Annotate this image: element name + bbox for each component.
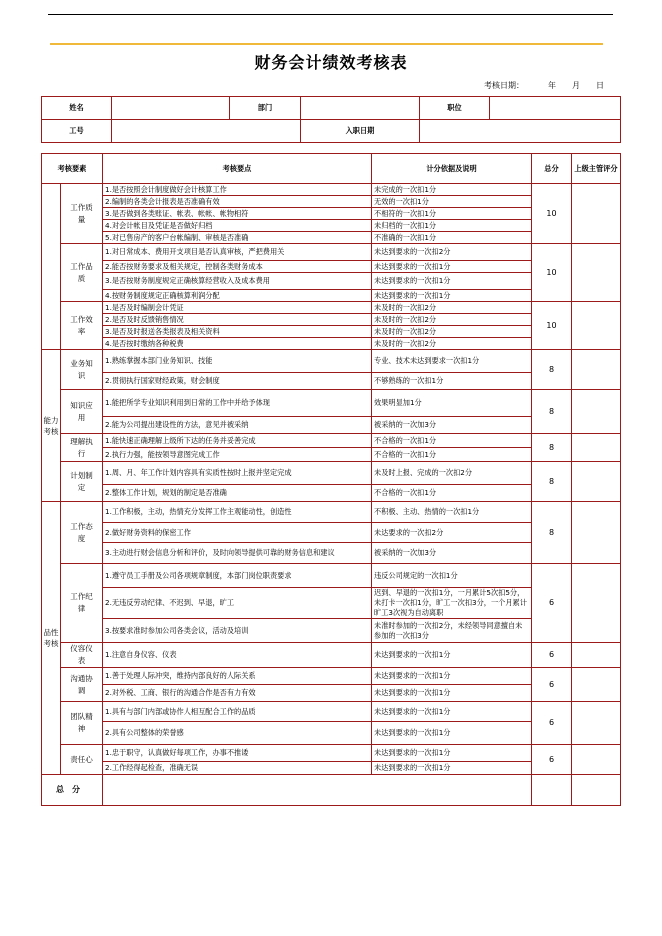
supervisor-score-cell[interactable] <box>572 302 621 350</box>
assessment-point: 1.对日常成本、费用开支项目是否认真审核，严把费用关 <box>103 244 372 261</box>
assessment-point: 2.编制的各类会计报表是否准确有效 <box>103 196 372 208</box>
assessment-point: 2.做好财务资料的保密工作 <box>103 523 372 543</box>
header-factor: 考核要素 <box>42 154 103 184</box>
assessment-point: 3.是否及时报送各类报表及相关资料 <box>103 326 372 338</box>
scoring-rule: 不合格的一次扣1分 <box>372 448 532 462</box>
assessment-point: 3.是否按财务制度规定正确核算经营收入及成本费用 <box>103 273 372 290</box>
supervisor-score-cell[interactable] <box>572 502 621 564</box>
section-label: 品性考核 <box>42 502 61 775</box>
assessment-point: 1.能把所学专业知识利用到日常的工作中并给予体现 <box>103 390 372 417</box>
name-label: 姓名 <box>42 97 112 120</box>
scoring-rule: 未完成的一次扣1分 <box>372 184 532 196</box>
group-score: 6 <box>532 702 572 745</box>
assessment-point: 2.具有公司整体的荣誉感 <box>103 722 372 745</box>
assessment-point: 1.能快速正确理解上级所下达的任务并妥善完成 <box>103 434 372 448</box>
scoring-rule: 未及时的一次扣2分 <box>372 338 532 350</box>
assessment-point: 2.无违反劳动纪律、不迟到、早退，旷工 <box>103 588 372 619</box>
scoring-rule: 专业、技术未达到要求一次扣1分 <box>372 350 532 373</box>
scoring-rule: 未达到要求的一次扣1分 <box>372 273 532 290</box>
scoring-rule: 违反公司规定的一次扣1分 <box>372 564 532 588</box>
assessment-point: 2.能为公司提出建设性的方法，意见并被采纳 <box>103 417 372 434</box>
group-score: 8 <box>532 390 572 434</box>
supervisor-score-cell[interactable] <box>572 244 621 302</box>
scoring-rule: 未及时的一次扣2分 <box>372 326 532 338</box>
group-score: 8 <box>532 434 572 462</box>
table-row <box>42 745 621 762</box>
scoring-rule: 未达到要求的一次扣2分 <box>372 244 532 261</box>
scoring-rule: 无效的一次扣1分 <box>372 196 532 208</box>
group-score: 8 <box>532 502 572 564</box>
supervisor-score-cell[interactable] <box>572 564 621 643</box>
scoring-rule: 被采纳的一次加3分 <box>372 417 532 434</box>
assessment-point: 4.对会计帐目及凭证是否做好归档 <box>103 220 372 232</box>
top-rule <box>48 14 613 15</box>
supervisor-score-cell[interactable] <box>572 462 621 502</box>
factor-label: 工作效率 <box>61 302 103 350</box>
assessment-point: 1.具有与部门内部或协作人相互配合工作的品质 <box>103 702 372 722</box>
scoring-rule: 未达到要求的一次扣1分 <box>372 643 532 668</box>
assessment-point: 3.按要求准时参加公司各类会议，活动及培训 <box>103 619 372 643</box>
section-label: 能力考核 <box>42 350 61 502</box>
join-date-label: 入职日期 <box>301 120 420 143</box>
assessment-point: 3.是否做到各类账证、帐表、帐帐、帐物相符 <box>103 208 372 220</box>
assessment-point: 1.周、月、年工作计划内容具有实质性按时上报并坚定完成 <box>103 462 372 485</box>
factor-label: 工作质量 <box>61 184 103 244</box>
group-score: 10 <box>532 244 572 302</box>
dept-label: 部门 <box>230 97 301 120</box>
scoring-rule: 未达到要求的一次扣1分 <box>372 722 532 745</box>
scoring-rule: 未达到要求的一次扣1分 <box>372 261 532 273</box>
scoring-rule: 迟到、早退的一次扣1分，一月累计5次扣5分，未打卡一次扣1分，旷工一次扣3分，一个月累计旷工3次视为自动离职 <box>372 588 532 619</box>
employee-info-table <box>41 96 621 143</box>
assessment-point: 1.是否及时编制会计凭证 <box>103 302 372 314</box>
group-score: 8 <box>532 462 572 502</box>
total-score-cell[interactable] <box>532 775 572 806</box>
assessment-point: 3.主动进行财会信息分析和评价，及时向领导提供可靠的财务信息和建议 <box>103 543 372 564</box>
factor-label: 工作纪律 <box>61 564 103 643</box>
scoring-rule: 不准确的一次扣1分 <box>372 232 532 244</box>
assessment-point: 1.是否按照会计制度做好会计核算工作 <box>103 184 372 196</box>
assessment-point: 2.能否按财务要求及相关规定，控制各类财务成本 <box>103 261 372 273</box>
scoring-rule: 未及时上报、完成的一次扣2分 <box>372 462 532 485</box>
table-row <box>42 244 621 261</box>
supervisor-score-cell[interactable] <box>572 643 621 668</box>
factor-label: 仪容仪表 <box>61 643 103 668</box>
table-row <box>42 184 621 196</box>
assessment-point: 1.熟练掌握本部门业务知识、技能 <box>103 350 372 373</box>
group-score: 6 <box>532 643 572 668</box>
factor-label: 工作品质 <box>61 244 103 302</box>
group-score: 6 <box>532 745 572 775</box>
assessment-point: 2.是否及时反馈销售情况 <box>103 314 372 326</box>
group-score: 10 <box>532 302 572 350</box>
table-row <box>42 502 621 523</box>
supervisor-score-cell[interactable] <box>572 434 621 462</box>
date-row <box>484 80 604 91</box>
page-title: 财务会计绩效考核表 <box>254 53 408 72</box>
scoring-rule: 未达到要求的一次扣1分 <box>372 290 532 302</box>
total-label: 总分 <box>42 775 103 806</box>
header-supervisor: 上级主管评分 <box>572 154 621 184</box>
scoring-rule: 不相符的一次扣1分 <box>372 208 532 220</box>
group-score: 6 <box>532 668 572 702</box>
factor-label: 计划制定 <box>61 462 103 502</box>
scoring-rule: 不合格的一次扣1分 <box>372 434 532 448</box>
assessment-point: 2.执行力强，能按领导意图完成工作 <box>103 448 372 462</box>
header-scoring: 计分依据及说明 <box>372 154 532 184</box>
supervisor-score-cell[interactable] <box>572 702 621 745</box>
scoring-rule: 不积极、主动、热情的一次扣1分 <box>372 502 532 523</box>
total-value-cell[interactable] <box>103 775 532 806</box>
total-supervisor-cell[interactable] <box>572 775 621 806</box>
scoring-rule: 未达到要求的一次扣1分 <box>372 762 532 775</box>
scoring-rule: 未达到要求的一次扣1分 <box>372 702 532 722</box>
supervisor-score-cell[interactable] <box>572 668 621 702</box>
id-field[interactable] <box>112 120 301 143</box>
factor-label: 团队精神 <box>61 702 103 745</box>
scoring-rule: 被采纳的一次加3分 <box>372 543 532 564</box>
date-day: 日 <box>596 81 604 90</box>
table-row <box>42 564 621 588</box>
date-year: 年 <box>548 81 556 90</box>
position-label: 职位 <box>420 97 490 120</box>
factor-label: 工作态度 <box>61 502 103 564</box>
table-row <box>42 643 621 668</box>
header-accent-rule <box>50 43 603 45</box>
name-field[interactable] <box>112 97 230 120</box>
total-row <box>42 775 621 806</box>
assessment-point: 1.忠于职守，认真做好每项工作，办事不推诿 <box>103 745 372 762</box>
join-date-field[interactable] <box>420 120 621 143</box>
section-label <box>42 184 61 350</box>
date-label: 考核日期： <box>484 81 524 90</box>
factor-label: 业务知识 <box>61 350 103 390</box>
scoring-rule: 效果明显加1分 <box>372 390 532 417</box>
scoring-rule: 未达要求的一次扣2分 <box>372 523 532 543</box>
table-row <box>42 390 621 417</box>
assessment-point: 2.贯彻执行国家财经政策，财会制度 <box>103 373 372 390</box>
supervisor-score-cell[interactable] <box>572 745 621 775</box>
scoring-rule: 不合格的一次扣1分 <box>372 485 532 502</box>
assessment-point: 2.工作经得起检查，准确无误 <box>103 762 372 775</box>
table-row <box>42 668 621 685</box>
scoring-rule: 未准时参加的一次扣2分，未经领导同意擅自未参加的一次扣3分 <box>372 619 532 643</box>
assessment-point: 1.工作积极，主动，热情充分发挥工作主观能动性，创造性 <box>103 502 372 523</box>
assessment-point: 5.对已售房产的客户台帐编制、审核是否准确 <box>103 232 372 244</box>
supervisor-score-cell[interactable] <box>572 350 621 390</box>
header-total: 总分 <box>532 154 572 184</box>
factor-label: 理解执行 <box>61 434 103 462</box>
supervisor-score-cell[interactable] <box>572 390 621 434</box>
factor-label: 责任心 <box>61 745 103 775</box>
supervisor-score-cell[interactable] <box>572 184 621 244</box>
table-row <box>42 434 621 448</box>
table-row <box>42 302 621 314</box>
table-row <box>42 462 621 485</box>
assessment-point: 4.按财务制度规定正确核算利润分配 <box>103 290 372 302</box>
header-points: 考核要点 <box>103 154 372 184</box>
position-field[interactable] <box>490 97 621 120</box>
scoring-rule: 未归档的一次扣1分 <box>372 220 532 232</box>
scoring-rule: 未及时的一次扣2分 <box>372 302 532 314</box>
assessment-point: 1.注意自身仪容、仪表 <box>103 643 372 668</box>
scoring-rule: 不够熟练的一次扣1分 <box>372 373 532 390</box>
assessment-table <box>41 153 621 806</box>
assessment-point: 4.是否按时缴纳各种税费 <box>103 338 372 350</box>
scoring-rule: 未达到要求的一次扣1分 <box>372 685 532 702</box>
assessment-point: 2.对外税、工商、银行的沟通合作是否有力有效 <box>103 685 372 702</box>
group-score: 6 <box>532 564 572 643</box>
factor-label: 知识应用 <box>61 390 103 434</box>
group-score: 10 <box>532 184 572 244</box>
assessment-point: 2.整体工作计划，规划的制定是否准确 <box>103 485 372 502</box>
scoring-rule: 未及时的一次扣2分 <box>372 314 532 326</box>
scoring-rule: 未达到要求的一次扣1分 <box>372 668 532 685</box>
table-row <box>42 702 621 722</box>
factor-label: 沟通协调 <box>61 668 103 702</box>
date-month: 月 <box>572 81 580 90</box>
scoring-rule: 未达到要求的一次扣1分 <box>372 745 532 762</box>
assessment-point: 1.遵守员工手册及公司各项规章制度，本部门岗位职责要求 <box>103 564 372 588</box>
assessment-point: 1.善于处理人际冲突，维持内部良好的人际关系 <box>103 668 372 685</box>
id-label: 工号 <box>42 120 112 143</box>
table-row <box>42 350 621 373</box>
dept-field[interactable] <box>301 97 420 120</box>
group-score: 8 <box>532 350 572 390</box>
